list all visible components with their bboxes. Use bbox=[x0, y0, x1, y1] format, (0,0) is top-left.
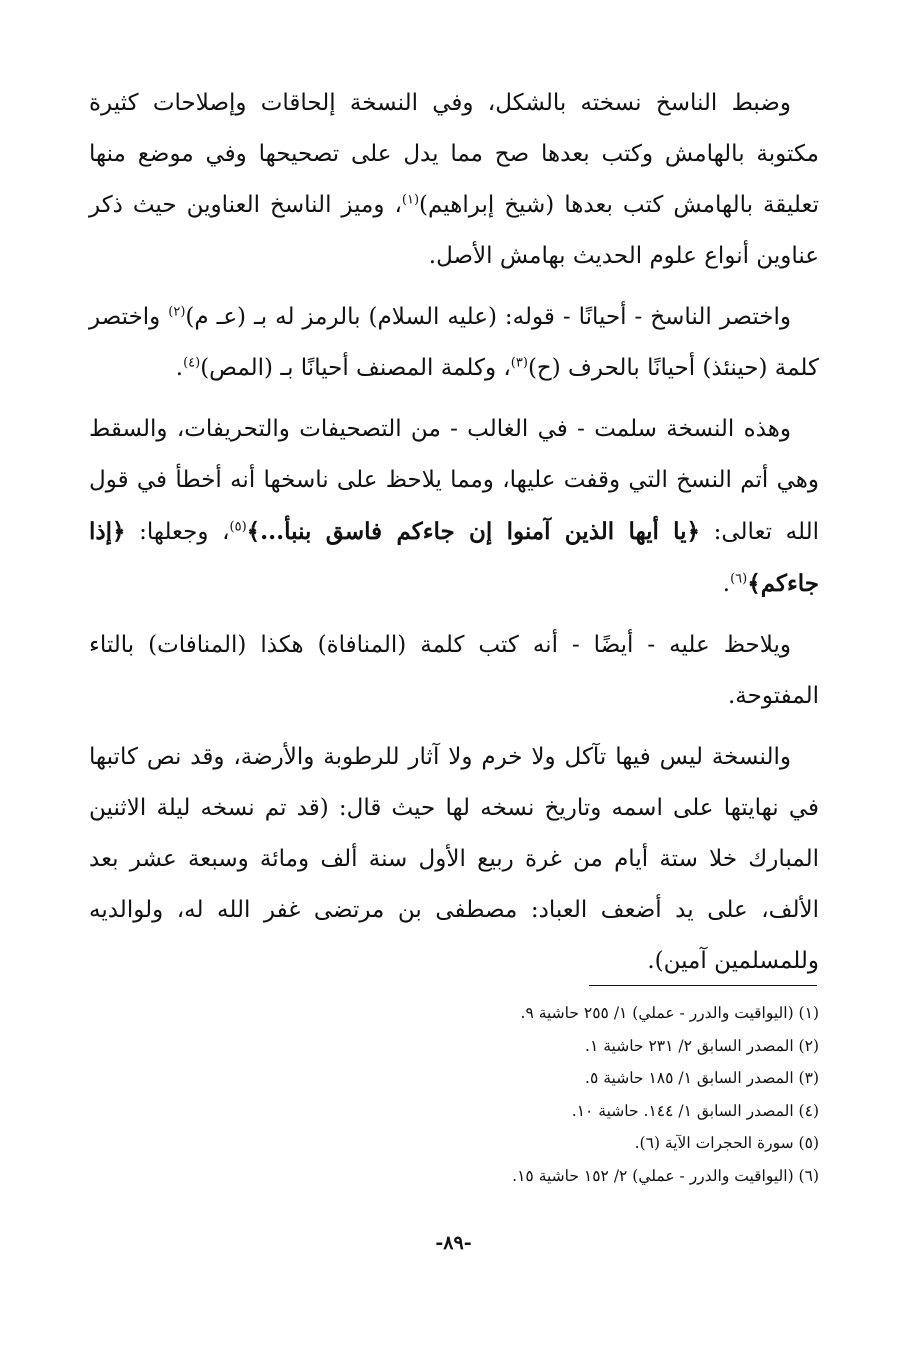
paragraph bbox=[89, 732, 819, 987]
footnote-item: (٦) (اليواقيت والدرر - عملي) ٢/ ١٥٢ حاشية ١٥. bbox=[512, 1166, 819, 1185]
paragraph-text: ، وجعلها: bbox=[125, 519, 230, 545]
footnote-item: (١) (اليواقيت والدرر - عملي) ١/ ٢٥٥ حاشية ٩. bbox=[520, 1004, 819, 1022]
footnote-item: (٢) المصدر السابق ٢/ ٢٣١ حاشية ١. bbox=[585, 1036, 819, 1055]
footnote-item: (٥) سورة الحجرات الآية (٦). bbox=[634, 1134, 819, 1152]
footnote-item: (٣) المصدر السابق ١/ ١٨٥ حاشية ٥. bbox=[585, 1069, 819, 1087]
paragraph-text: والنسخة ليس فيها تآكل ولا خرم ولا آثار للرطوبة والأرضة، وقد نص كاتبها في نهايتها على اسمه وتاريخ نسخه لها حيث قال: (قد تم نسخه ليلة الاثنين المبارك خلا ستة أيام من غرة ربيع الأول سنة ألف ومائة وسبعة عشر بعد الألف، على يد أضعف العباد: مصطفى بن مرتضى غفر الله له، ولوالديه وللمسلمين آمين). bbox=[89, 744, 819, 974]
footnote-reference: (٣) bbox=[510, 355, 528, 371]
main-text bbox=[89, 78, 819, 987]
footnote-separator bbox=[589, 985, 817, 986]
paragraph bbox=[89, 404, 819, 610]
paragraph-text: ، وكلمة المصنف أحيانًا بـ (المص) bbox=[200, 355, 511, 381]
footnote-reference: (٢) bbox=[168, 304, 186, 320]
footnotes-list bbox=[89, 997, 819, 1192]
paragraph bbox=[89, 78, 819, 282]
paragraph-text: . bbox=[175, 355, 184, 381]
paragraph-text: . bbox=[722, 571, 731, 597]
paragraph-text: وهذه النسخة سلمت - في الغالب - من التصحيفات والتحريفات، والسقط وهي أتم النسخ التي وقفت عليها، ومما يلاحظ على ناسخها أنه أخطأ في قول الله تعالى: bbox=[89, 416, 819, 545]
footnote-reference: (٥) bbox=[229, 519, 247, 535]
paragraph-text: واختصر كلمة (حينئذ) أحيانًا بالحرف (ح) bbox=[89, 304, 819, 381]
page-number: -٨٩- bbox=[435, 1232, 472, 1254]
paragraph-text: وضبط الناسخ نسخته بالشكل، وفي النسخة إلحاقات وإصلاحات كثيرة مكتوبة بالهامش وكتب بعدها صح مما يدل على تصحيحها وفي موضع منها تعليقة بالهامش كتب بعدها (شيخ إبراهيم) bbox=[89, 90, 819, 218]
paragraph bbox=[89, 292, 819, 394]
quran-verse: ﴿إذا جاءكم﴾ bbox=[89, 518, 819, 597]
paragraph-text: ، وميز الناسخ العناوين حيث ذكر عناوين أنواع علوم الحديث بهامش الأصل. bbox=[89, 192, 819, 269]
footnote-reference: (١) bbox=[401, 192, 420, 208]
footnote-reference: (٤) bbox=[183, 355, 201, 371]
paragraph bbox=[89, 620, 819, 722]
footnote-reference: (٦) bbox=[730, 571, 748, 587]
footnote-item: (٤) المصدر السابق ١/ ١٤٤. حاشية ١٠. bbox=[571, 1101, 819, 1120]
paragraph-text: واختصر الناسخ - أحيانًا - قوله: (عليه السلام) بالرمز له بـ (عـ م) bbox=[185, 304, 791, 330]
quran-verse: ﴿يا أيها الذين آمنوا إن جاءكم فاسق بنبأ...﴾ bbox=[246, 518, 701, 545]
paragraph-text: ويلاحظ عليه - أيضًا - أنه كتب كلمة (المنافاة) هكذا (المنافات) بالتاء المفتوحة. bbox=[89, 632, 819, 709]
